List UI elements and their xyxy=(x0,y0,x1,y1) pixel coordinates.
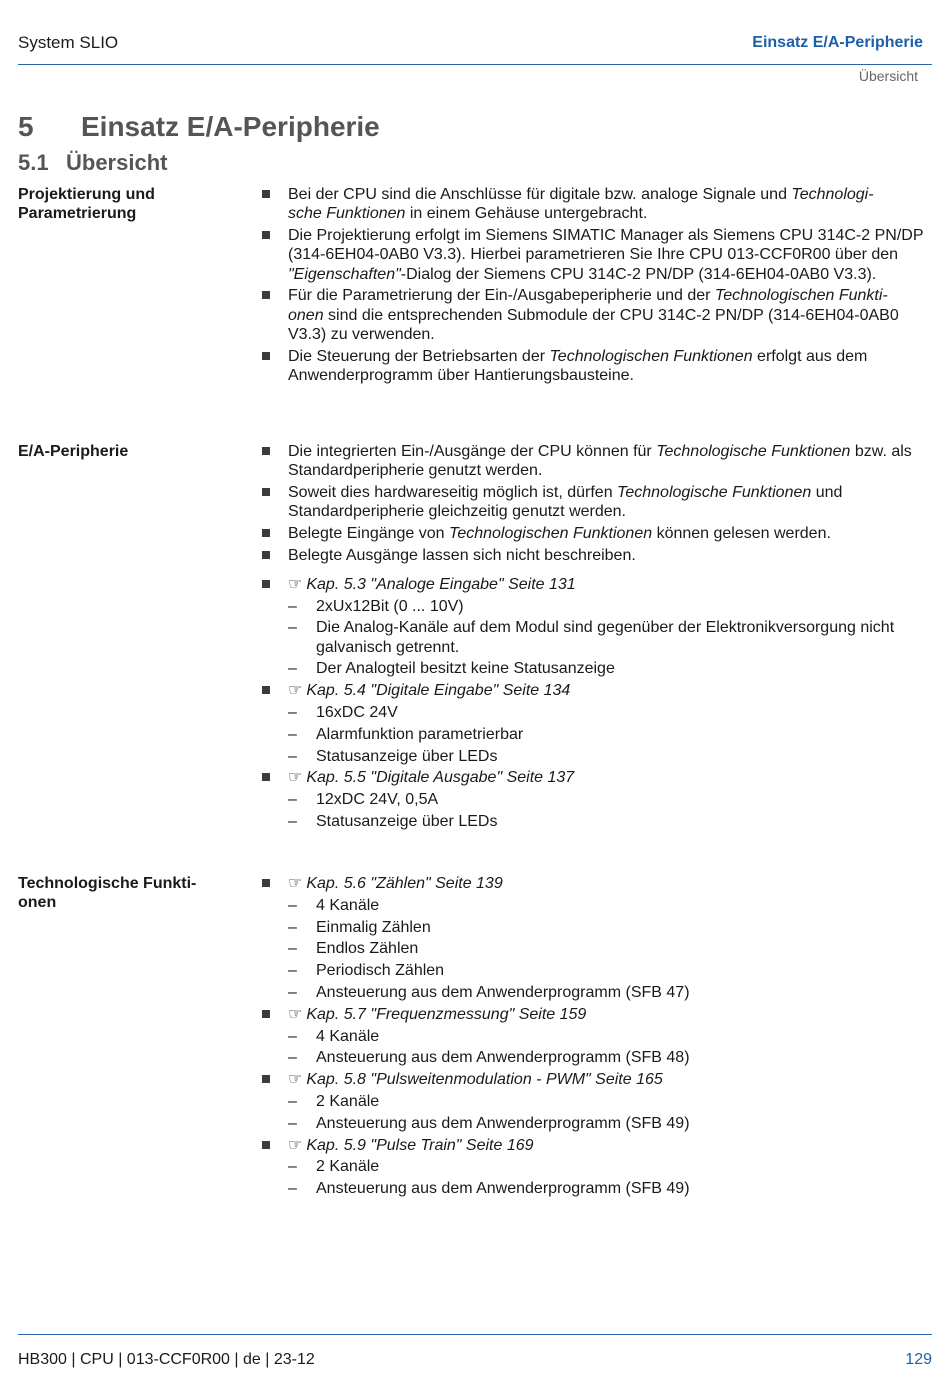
sub-list-item: – Alarmfunktion parametrierbar xyxy=(288,725,524,743)
reference-item xyxy=(260,768,936,787)
section-title-text: Übersicht xyxy=(66,150,168,175)
list-item: Belegte Ausgänge lassen sich nicht beschreiben. xyxy=(260,546,936,565)
sub-list-item: – Einmalig Zählen xyxy=(288,918,431,936)
sub-list-item: – 12xDC 24V, 0,5A xyxy=(288,791,439,809)
side-label-projektierung: Projektierung und Parametrierung xyxy=(18,186,155,222)
section-title xyxy=(18,150,167,176)
pointing-hand-icon: ☞ xyxy=(288,575,303,593)
dash-bullet: – xyxy=(288,1027,297,1045)
list-item: Für die Parametrierung der Ein-/Ausgabeperipherie und der Technologischen Funkti- onen sind die entsprechenden Submodule der CPU 314C-2 PN/DP (314-6EH04-0AB0 V3.3) zu verwenden. xyxy=(260,286,936,344)
sub-list-item: – 2xUx12Bit (0 ... 10V) xyxy=(288,597,464,615)
sub-list-item: – 4 Kanäle xyxy=(288,1027,380,1045)
bullet-square-icon xyxy=(262,1075,270,1083)
dash-bullet: – xyxy=(288,940,297,958)
dash-bullet: – xyxy=(288,1092,297,1110)
sub-list-item: – 16xDC 24V xyxy=(288,704,398,722)
dash-bullet: – xyxy=(288,918,297,936)
bullet-square-icon xyxy=(262,1141,270,1149)
tech-list xyxy=(260,874,936,1201)
header-chapter: Einsatz E/A-Peripherie xyxy=(752,34,923,51)
chapter-reference-link[interactable]: ☞ Kap. 5.6 "Zählen" Seite 139 xyxy=(288,875,503,892)
footer-rule xyxy=(18,1334,932,1335)
sub-list-item: – 2 Kanäle xyxy=(288,1092,380,1110)
sub-list-item: – Ansteuerung aus dem Anwenderprogramm (SFB 49) xyxy=(288,1180,690,1198)
dash-bullet: – xyxy=(288,619,297,637)
sub-list-item: – Statusanzeige über LEDs xyxy=(288,813,498,831)
chapter-reference-link[interactable]: ☞ Kap. 5.3 "Analoge Eingabe" Seite 131 xyxy=(288,575,576,593)
reference-item xyxy=(260,1005,936,1024)
dash-bullet: – xyxy=(288,1180,297,1198)
sub-list-item: – 2 Kanäle xyxy=(288,1158,380,1176)
chapter-reference-link[interactable]: ☞ Kap. 5.8 "Pulsweitenmodulation - PWM" Seite 165 xyxy=(288,1071,663,1089)
header-rule xyxy=(18,64,932,65)
bullet-square-icon xyxy=(262,551,270,559)
dash-bullet: – xyxy=(288,597,297,615)
sub-list-item: – Ansteuerung aus dem Anwenderprogramm (SFB 48) xyxy=(288,1049,690,1067)
footer-doc-id: HB300 | CPU | 013-CCF0R00 | de | 23-12 xyxy=(18,1351,315,1368)
list-item: Soweit dies hardwareseitig möglich ist, dürfen Technologische Funktionen und Standardperipherie gleichzeitig genutzt werden. xyxy=(260,483,936,522)
sub-list-item: – Endlos Zählen xyxy=(288,940,419,958)
technical-term: Technologische Funktionen xyxy=(656,443,851,460)
side-label-ea-peripherie: E/A-Peripherie xyxy=(18,443,129,460)
reference-item xyxy=(260,681,936,700)
header-section: Übersicht xyxy=(858,68,918,84)
sub-list-item: – Die Analog-Kanäle auf dem Modul sind gegenüber der Elektronikversorgung nicht galvanisch getrennt. xyxy=(288,619,895,656)
bullet-square-icon xyxy=(262,686,270,694)
dash-bullet: – xyxy=(288,660,297,678)
chapter-reference-link[interactable]: ☞ Kap. 5.5 "Digitale Ausgabe" Seite 137 xyxy=(288,769,575,787)
pointing-hand-icon: ☞ xyxy=(288,875,303,892)
bullet-square-icon xyxy=(262,291,270,299)
bullet-square-icon xyxy=(262,773,270,781)
dash-bullet: – xyxy=(288,704,297,722)
chapter-title-text: Einsatz E/A-Peripherie xyxy=(81,111,380,142)
list-item: Die Projektierung erfolgt im Siemens SIMATIC Manager als Siemens CPU 314C-2 PN/DP (314-6EH04-0AB0 V3.3). Hierbei parametrieren Sie Ihre CPU 013-CCF0R00 über den "Eigenschaften"-Dialog der Siemens CPU 314C-2 PN/DP (314-6EH04-0AB0 V3.3). xyxy=(260,226,936,284)
sub-list-item: – Der Analogteil besitzt keine Statusanzeige xyxy=(288,660,615,678)
pointing-hand-icon: ☞ xyxy=(288,1005,303,1023)
technical-term: Technologischen Funktionen xyxy=(549,347,753,365)
chapter-number: 5 xyxy=(18,111,34,142)
sub-list-item: – 4 Kanäle xyxy=(288,896,380,914)
pointing-hand-icon: ☞ xyxy=(288,1071,303,1089)
chapter-reference-link[interactable]: ☞ Kap. 5.7 "Frequenzmessung" Seite 159 xyxy=(288,1005,587,1023)
dash-bullet: – xyxy=(288,747,297,765)
technical-term: Technologi- sche Funktionen xyxy=(288,186,874,223)
reference-item xyxy=(260,1136,936,1155)
bullet-square-icon xyxy=(262,447,270,455)
list-item: Belegte Eingänge von Technologischen Funktionen können gelesen werden. xyxy=(260,524,936,543)
tech-reference-list xyxy=(260,874,936,1198)
dash-bullet: – xyxy=(288,896,297,914)
sub-list-item: – Periodisch Zählen xyxy=(288,962,445,980)
sub-list-item: – Statusanzeige über LEDs xyxy=(288,747,498,765)
technical-term: Technologische Funktionen xyxy=(617,484,812,502)
pointing-hand-icon: ☞ xyxy=(288,769,303,787)
pointing-hand-icon: ☞ xyxy=(288,682,303,700)
bullet-square-icon xyxy=(262,879,270,887)
list-item: Die Steuerung der Betriebsarten der Technologischen Funktionen erfolgt aus dem Anwenderprogramm über Hantierungsbausteine. xyxy=(260,347,936,386)
ea-list xyxy=(260,442,936,834)
bullet-square-icon xyxy=(262,231,270,239)
bullet-square-icon xyxy=(262,1010,270,1018)
list-item: Die integrierten Ein-/Ausgänge der CPU können für Technologische Funktionen bzw. als Standardperipherie genutzt werden. xyxy=(260,442,936,481)
sub-list-item: – Ansteuerung aus dem Anwenderprogramm (SFB 49) xyxy=(288,1114,690,1132)
chapter-reference-link[interactable]: ☞ Kap. 5.4 "Digitale Eingabe" Seite 134 xyxy=(288,682,571,700)
dash-bullet: – xyxy=(288,725,297,743)
dash-bullet: – xyxy=(288,983,297,1001)
bullet-square-icon xyxy=(262,529,270,537)
dash-bullet: – xyxy=(288,1158,297,1176)
bullet-square-icon xyxy=(262,488,270,496)
bullet-square-icon xyxy=(262,352,270,360)
sub-list-item: – Ansteuerung aus dem Anwenderprogramm (SFB 47) xyxy=(288,983,690,1001)
dash-bullet: – xyxy=(288,813,297,831)
header-product: System SLIO xyxy=(18,33,119,52)
bullet-square-icon xyxy=(262,190,270,198)
reference-item xyxy=(260,575,936,594)
reference-item xyxy=(260,874,936,893)
pointing-hand-icon: ☞ xyxy=(288,1136,303,1154)
dash-bullet: – xyxy=(288,1049,297,1067)
list-item: Bei der CPU sind die Anschlüsse für digitale bzw. analoge Signale und Technologi- sche Funktionen in einem Gehäuse untergebracht. xyxy=(260,185,936,224)
dash-bullet: – xyxy=(288,962,297,980)
projektierung-list xyxy=(260,185,936,388)
dash-bullet: – xyxy=(288,791,297,809)
reference-item xyxy=(260,1070,936,1089)
technical-term: "Eigenschaften" xyxy=(288,265,401,283)
dash-bullet: – xyxy=(288,1114,297,1132)
side-label-technologische-funktionen: Technologische Funkti- onen xyxy=(18,875,197,911)
bullet-square-icon xyxy=(262,580,270,588)
chapter-title xyxy=(18,111,380,143)
section-number: 5.1 xyxy=(18,150,49,175)
chapter-reference-link[interactable]: ☞ Kap. 5.9 "Pulse Train" Seite 169 xyxy=(288,1136,534,1154)
technical-term: Technologischen Funktionen xyxy=(449,525,653,543)
page-number: 129 xyxy=(905,1351,932,1368)
ea-reference-list xyxy=(260,575,936,832)
technical-term: Technologischen Funkti- onen xyxy=(288,287,888,324)
